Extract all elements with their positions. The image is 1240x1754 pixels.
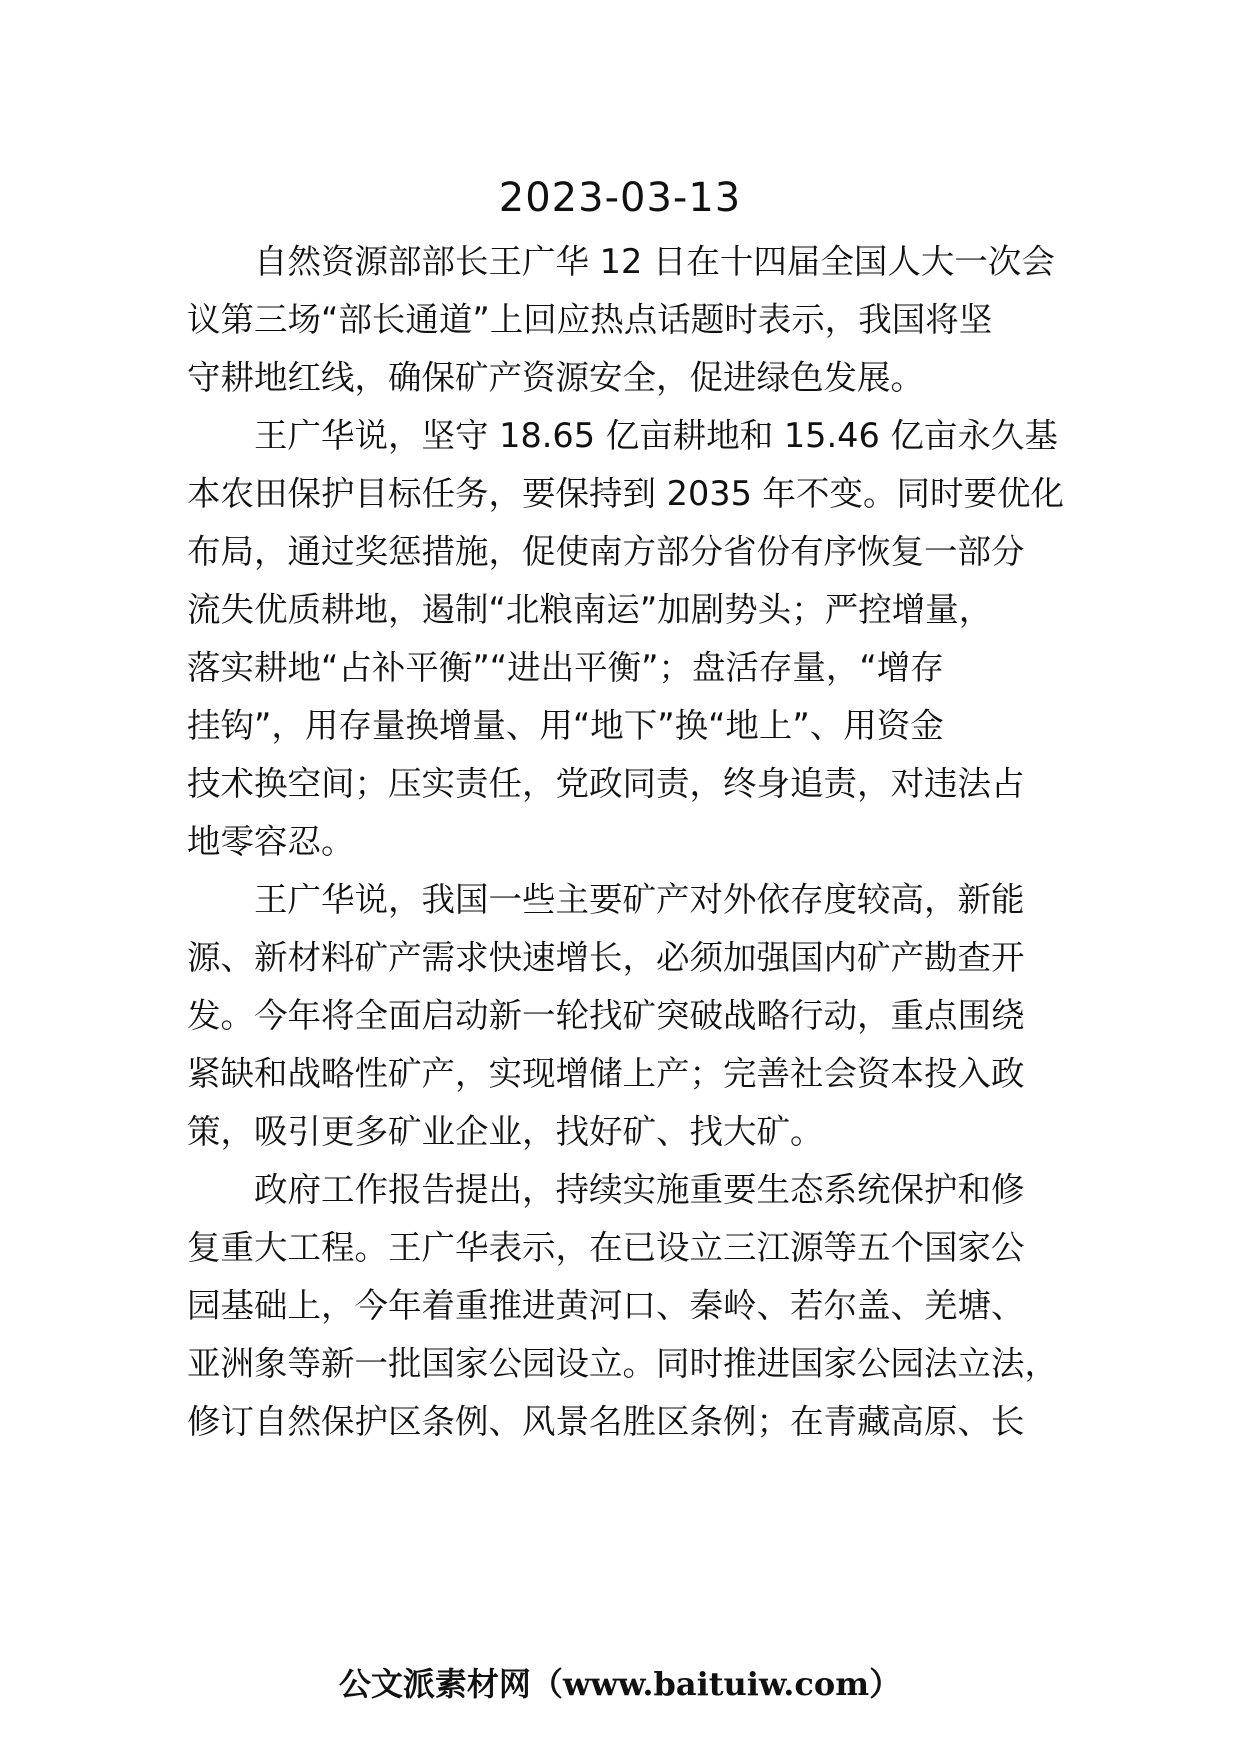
page-footer: 公文派素材网（www.baituiw.com） bbox=[338, 1665, 902, 1703]
body-line: 守耕地红线，确保矿产资源安全，促进绿色发展。 bbox=[187, 358, 924, 397]
body-line: 流失优质耕地，遏制“北粮南运”加剧势头；严控增量， bbox=[187, 590, 993, 629]
body-line: 紧缺和战略性矿产，实现增储上产；完善社会资本投入政 bbox=[187, 1054, 1025, 1093]
body-line: 挂钩”，用存量换增量、用“地下”换“地上”、用资金 bbox=[187, 706, 944, 745]
body-line: 源、新材料矿产需求快速增长，必须加强国内矿产勘查开 bbox=[187, 938, 1025, 977]
body-line: 落实耕地“占补平衡”“进出平衡”；盘活存量，“增存 bbox=[187, 648, 944, 687]
document-date: 2023-03-13 bbox=[498, 175, 742, 221]
body-line: 本农田保护目标任务，要保持到 2035 年不变。同时要优化 bbox=[187, 474, 1065, 513]
body-line: 园基础上，今年着重推进黄河口、秦岭、若尔盖、羌塘、 bbox=[187, 1286, 1025, 1325]
body-line: 政府工作报告提出，持续实施重要生态系统保护和修 bbox=[254, 1170, 1025, 1209]
body-line: 王广华说，坚守 18.65 亿亩耕地和 15.46 亿亩永久基 bbox=[254, 416, 1058, 455]
body-line: 议第三场“部长通道”上回应热点话题时表示，我国将坚 bbox=[187, 300, 993, 339]
body-line: 发。今年将全面启动新一轮找矿突破战略行动，重点围绕 bbox=[187, 996, 1025, 1035]
body-line: 策，吸引更多矿业企业，找好矿、找大矿。 bbox=[187, 1112, 824, 1151]
body-line: 亚洲象等新一批国家公园设立。同时推进国家公园法立法， bbox=[187, 1344, 1058, 1383]
body-line: 修订自然保护区条例、风景名胜区条例；在青藏高原、长 bbox=[187, 1402, 1025, 1441]
body-line: 自然资源部部长王广华 12 日在十四届全国人大一次会 bbox=[254, 242, 1055, 281]
body-line: 复重大工程。王广华表示，在已设立三江源等五个国家公 bbox=[187, 1228, 1025, 1267]
body-line: 技术换空间；压实责任，党政同责，终身追责，对违法占 bbox=[187, 764, 1025, 803]
body-line: 布局，通过奖惩措施，促使南方部分省份有序恢复一部分 bbox=[187, 532, 1025, 571]
body-line: 王广华说，我国一些主要矿产对外依存度较高，新能 bbox=[254, 880, 1025, 919]
body-line: 地零容忍。 bbox=[187, 822, 355, 861]
